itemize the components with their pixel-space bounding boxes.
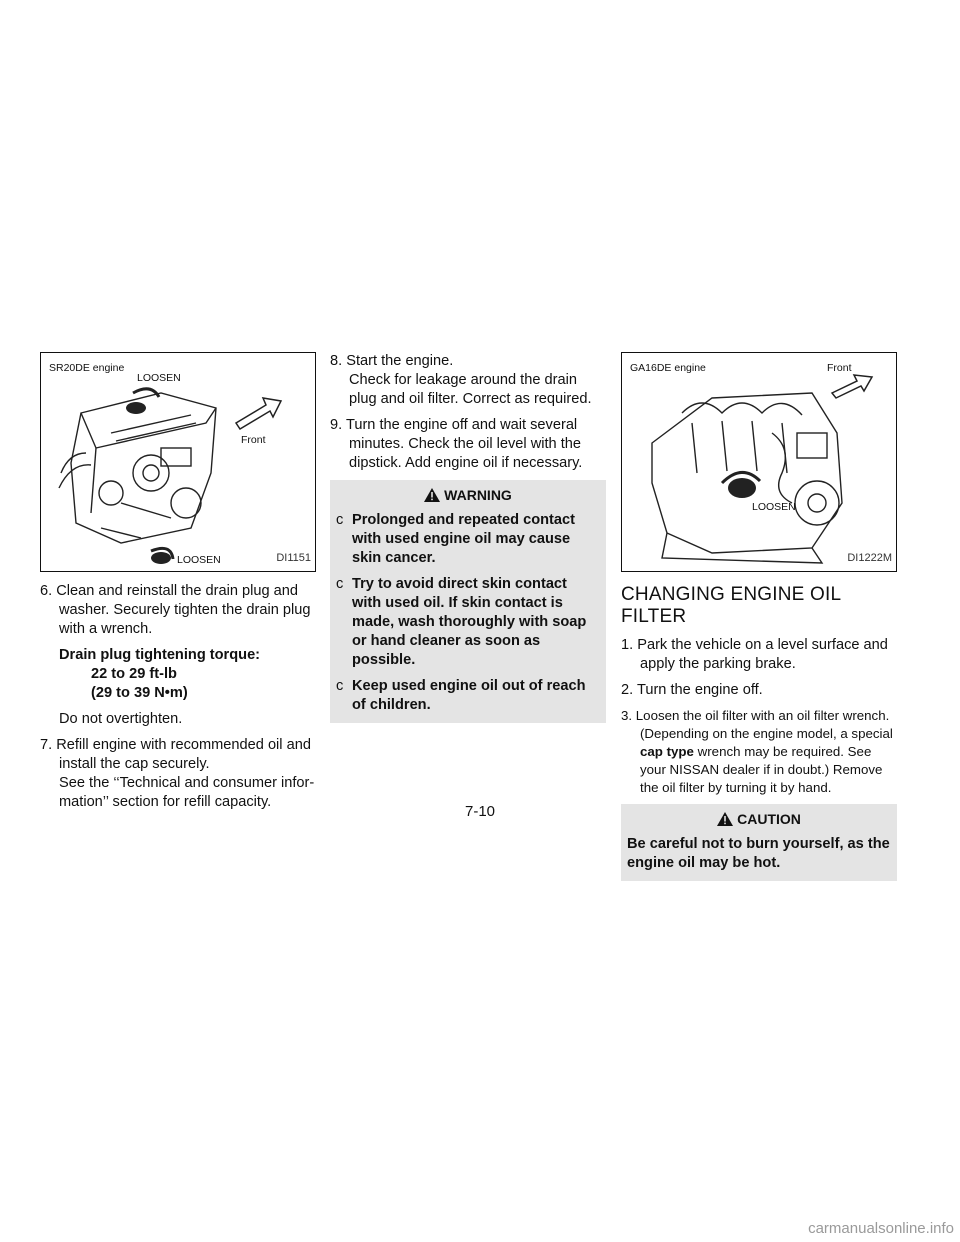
figure-code: DI1222M: [847, 552, 892, 564]
torque-nm: (29 to 39 N•m): [91, 685, 188, 701]
warning-icon: [424, 488, 440, 502]
step-6: 6. Clean and reinstall the drain plug and washer. Securely tighten the drain plug with a wrench.: [40, 583, 311, 637]
bullet-icon: c: [336, 512, 344, 528]
filter-step-3: 3. Loosen the oil filter with an oil filter wrench. (Depending on the engine model, a special cap type wrench may be required. See your NISSAN dealer if in doubt.) Remove the oil filter by turning it by hand.: [621, 708, 893, 795]
loosen-label-top: LOOSEN: [137, 372, 181, 384]
left-column: [40, 352, 316, 812]
right-column: [621, 352, 897, 881]
warning-item: c Prolonged and repeated contact with used engine oil may cause skin cancer.: [336, 512, 575, 566]
torque-ftlb: 22 to 29 ft-lb: [91, 666, 177, 682]
step-7: 7. Refill engine with recommended oil and install the cap securely.: [40, 737, 311, 772]
step-8-sub: Check for leakage around the drain plug and oil filter. Correct as required.: [349, 372, 592, 407]
front-label: Front: [241, 434, 266, 446]
no-overtighten-note: Do not overtighten.: [59, 711, 183, 727]
page-number: 7-10: [464, 803, 496, 820]
bullet-icon: c: [336, 576, 344, 592]
middle-column: [330, 352, 606, 723]
ga16de-engine-illustration: [622, 353, 897, 572]
warning-item: c Try to avoid direct skin contact with used oil. If skin contact is made, wash thoroughly with soap or hand cleaner as soon as possible.: [336, 576, 587, 668]
step-9: 9. Turn the engine off and wait several minutes. Check the oil level with the dipstick. Add engine oil if necessary.: [330, 417, 583, 471]
section-heading: CHANGING ENGINE OIL FILTER: [621, 584, 841, 627]
engine-label: GA16DE engine: [630, 362, 706, 374]
step-7-sub: See the ‘‘Technical and consumer infor-mation’’ section for refill capacity.: [59, 775, 315, 810]
warning-box: [330, 480, 606, 723]
torque-title: Drain plug tightening torque:: [59, 647, 261, 663]
ga16de-engine-figure: [621, 352, 897, 572]
step-8: 8. Start the engine.: [330, 353, 454, 369]
filter-step-1: 1. Park the vehicle on a level surface and apply the parking brake.: [621, 637, 888, 672]
warning-title: WARNING: [444, 487, 512, 503]
bullet-icon: c: [336, 678, 344, 694]
front-label: Front: [827, 362, 852, 374]
loosen-label: LOOSEN: [752, 501, 796, 513]
caution-title: CAUTION: [737, 811, 801, 827]
warning-item: c Keep used engine oil out of reach of children.: [336, 678, 586, 713]
filter-step-2: 2. Turn the engine off.: [621, 682, 763, 698]
caution-text: Be careful not to burn yourself, as the engine oil may be hot.: [627, 836, 890, 871]
sr20de-engine-figure: [40, 352, 316, 572]
torque-spec: [40, 646, 316, 703]
watermark-link[interactable]: carmanualsonline.info: [808, 1220, 954, 1237]
engine-label: SR20DE engine: [49, 362, 125, 374]
loosen-label-bottom: LOOSEN: [177, 554, 221, 566]
warning-header: [336, 486, 600, 505]
figure-code: DI1151: [276, 552, 311, 564]
